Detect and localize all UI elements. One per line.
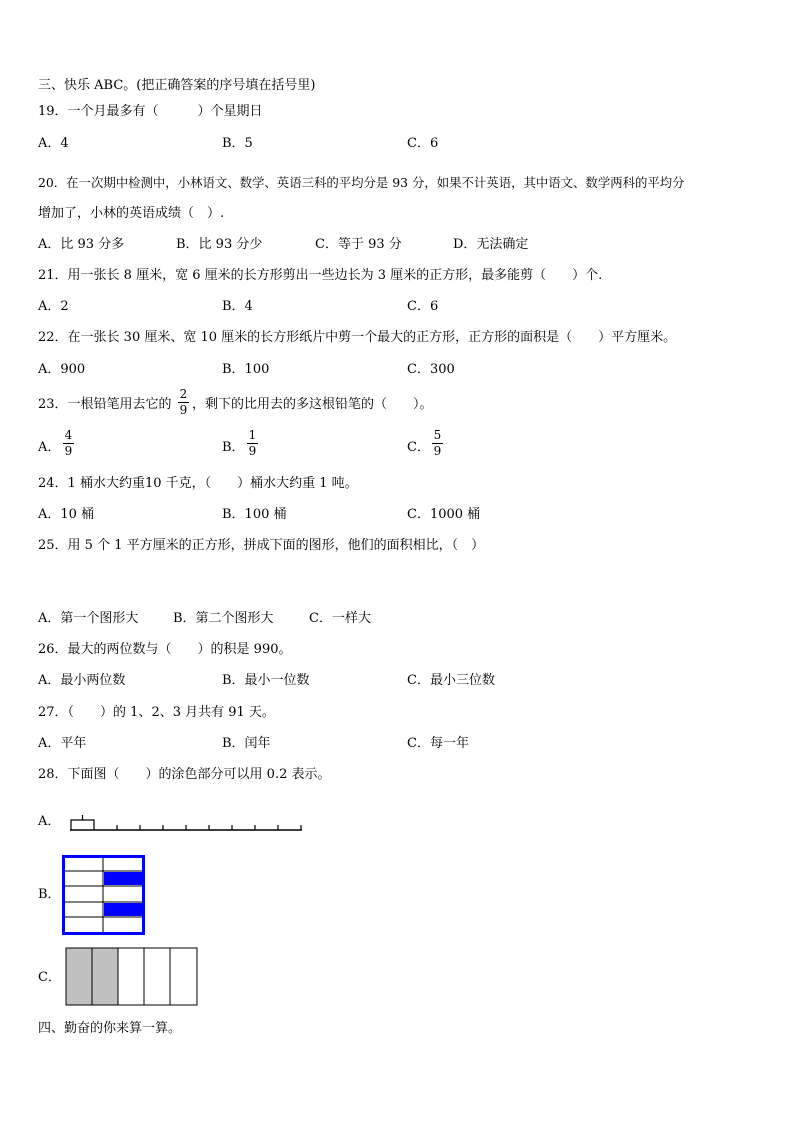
- fraction-denominator: 9: [433, 444, 442, 458]
- section-4-title: 四、勤奋的你来算一算。: [38, 1021, 182, 1036]
- option-27-a: A．平年: [38, 736, 87, 751]
- number-line-figure: [66, 812, 306, 836]
- fraction-numerator: 2: [179, 387, 188, 401]
- question-21: 21．用一张长 8 厘米，宽 6 厘米的长方形剪出一些边长为 3 厘米的正方形，最多能剪（ ）个.: [38, 268, 603, 283]
- fraction-denominator: 9: [64, 444, 73, 458]
- question-19: 19．一个月最多有（ ）个星期日: [38, 104, 263, 119]
- fraction-denominator: 9: [179, 403, 188, 417]
- option-20-a: A．比 93 分多: [38, 237, 125, 252]
- fraction-numerator: 1: [248, 428, 257, 442]
- question-23-fraction: [178, 388, 189, 417]
- option-23-c-fraction: [432, 429, 443, 458]
- option-19-c: C．6: [407, 136, 439, 151]
- option-24-a: A．10 桶: [38, 507, 95, 522]
- option-28-a-label: A．: [38, 814, 61, 829]
- option-27-b: B．闰年: [222, 736, 271, 751]
- option-28-b-label: B．: [38, 887, 61, 902]
- option-23-c-label: C．: [407, 440, 430, 455]
- fraction-denominator: 9: [248, 444, 257, 458]
- option-25-c: C．一样大: [309, 611, 371, 626]
- option-19-a: A．4: [38, 136, 69, 151]
- option-21-c: C．6: [407, 299, 439, 314]
- shaded-cell: [104, 903, 142, 916]
- option-26-c: C．最小三位数: [407, 673, 495, 688]
- question-27: 27．（ ）的 1、2、3 月共有 91 天。: [38, 705, 275, 720]
- option-24-b: B．100 桶: [222, 507, 287, 522]
- option-26-b: B．最小一位数: [222, 673, 310, 688]
- option-26-a: A．最小两位数: [38, 673, 126, 688]
- question-22: 22．在一张长 30 厘米、宽 10 厘米的长方形纸片中剪一个最大的正方形，正方形的面积是（ ）平方厘米。: [38, 330, 677, 345]
- option-28-c-label: C．: [38, 970, 61, 985]
- option-27-c: C．每一年: [407, 736, 469, 751]
- option-20-b: B．比 93 分少: [176, 237, 263, 252]
- shaded-strip: [92, 948, 118, 1005]
- shaded-cell: [104, 872, 142, 885]
- option-22-a: A．900: [38, 362, 86, 377]
- question-23-prefix: 23．一根铅笔用去它的: [38, 397, 172, 412]
- question-20-line-2: 增加了，小林的英语成绩（ ）.: [38, 206, 225, 221]
- number-line-brace: [71, 815, 94, 825]
- option-23-a-fraction: [63, 429, 74, 458]
- blue-grid-figure: [62, 855, 145, 935]
- option-23-b-label: B．: [222, 440, 245, 455]
- option-21-b: B．4: [222, 299, 253, 314]
- question-25: 25．用 5 个 1 平方厘米的正方形，拼成下面的图形，他们的面积相比，（ ）: [38, 538, 485, 553]
- option-22-b: B．100: [222, 362, 270, 377]
- option-25-b: B．第二个图形大: [173, 611, 274, 626]
- option-24-c: C．1000 桶: [407, 507, 481, 522]
- question-20-line-1: 20．在一次期中检测中，小林语文、数学、英语三科的平均分是 93 分，如果不计英语，其中语文、数学两科的平均分: [38, 175, 685, 190]
- question-26: 26．最大的两位数与（ ）的积是 990。: [38, 642, 292, 657]
- question-24: 24．1 桶水大约重10 千克，（ ）桶水大约重 1 吨。: [38, 476, 358, 491]
- option-23-a-label: A．: [38, 440, 61, 455]
- option-22-c: C．300: [407, 362, 455, 377]
- question-23-suffix: ，剩下的比用去的多这根铅笔的（ ）。: [192, 397, 433, 412]
- fraction-numerator: 5: [433, 428, 442, 442]
- option-20-c: C．等于 93 分: [315, 237, 402, 252]
- option-20-d: D．无法确定: [453, 237, 529, 252]
- option-25-a: A．第一个图形大: [38, 611, 139, 626]
- section-3-title: 三、快乐 ABC。(把正确答案的序号填在括号里): [38, 78, 316, 93]
- option-21-a: A．2: [38, 299, 69, 314]
- gray-strip-figure: [65, 947, 199, 1007]
- option-19-b: B．5: [222, 136, 253, 151]
- fraction-numerator: 4: [64, 428, 73, 442]
- shaded-strip: [66, 948, 92, 1005]
- question-28: 28．下面图（ ）的涂色部分可以用 0.2 表示。: [38, 767, 331, 782]
- option-23-b-fraction: [247, 429, 258, 458]
